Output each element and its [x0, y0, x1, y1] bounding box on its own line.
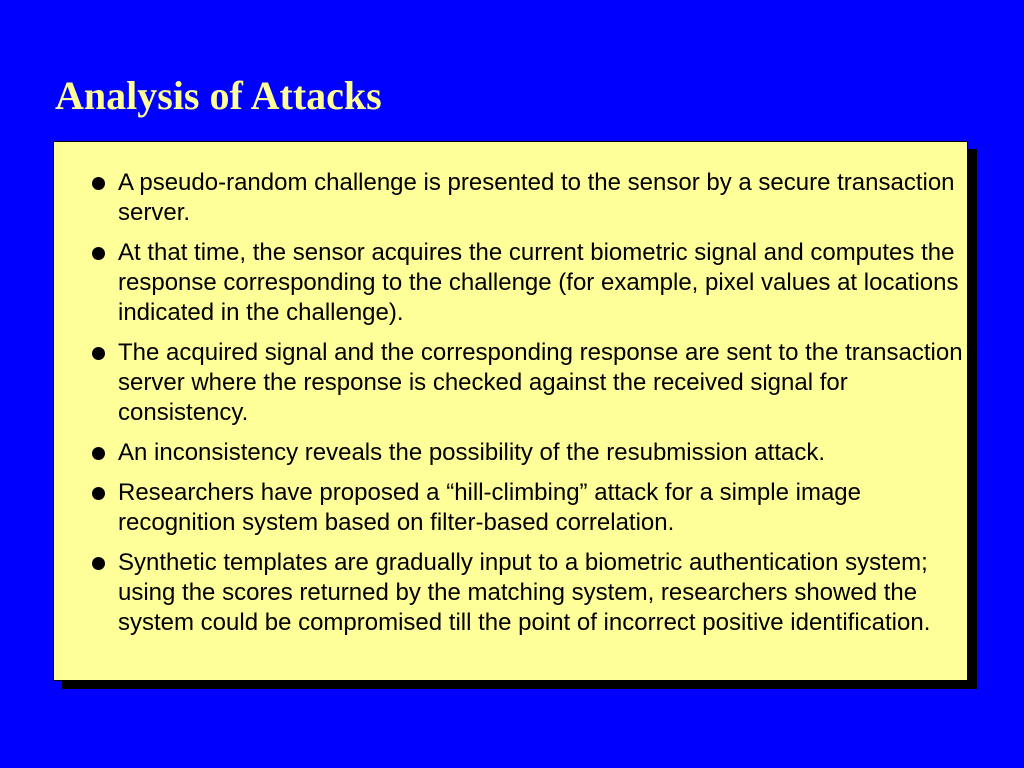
bullet-icon [92, 177, 105, 190]
bullet-text: A pseudo-random challenge is presented to the sensor by a secure transaction server. [118, 169, 955, 226]
slide-title: Analysis of Attacks [55, 73, 382, 118]
bullet-text: Researchers have proposed a “hill-climbing” attack for a simple image recognition system based on filter-based correlation. [118, 479, 861, 536]
bullet-item [90, 548, 970, 638]
content-box [53, 141, 968, 681]
bullet-icon [92, 247, 105, 260]
bullet-icon [92, 447, 105, 460]
bullet-item [90, 478, 970, 538]
bullet-text: The acquired signal and the corresponding response are sent to the transaction server where the response is checked against the received signal for consistency. [118, 339, 963, 426]
bullet-icon [92, 347, 105, 360]
bullet-item [90, 238, 970, 328]
bullet-icon [92, 557, 105, 570]
bullet-item [90, 338, 970, 428]
bullet-text: An inconsistency reveals the possibility of the resubmission attack. [118, 439, 826, 466]
bullet-icon [92, 487, 105, 500]
bullet-item [90, 168, 970, 228]
bullet-item [90, 438, 970, 468]
bullet-text: At that time, the sensor acquires the current biometric signal and computes the response corresponding to the challenge (for example, pixel values at locations indicated in the challenge). [118, 239, 959, 326]
bullet-list [90, 168, 970, 648]
bullet-text: Synthetic templates are gradually input to a biometric authentication system; using the scores returned by the matching system, researchers showed the system could be compromised till the point of incorrect positive identification. [118, 549, 931, 636]
